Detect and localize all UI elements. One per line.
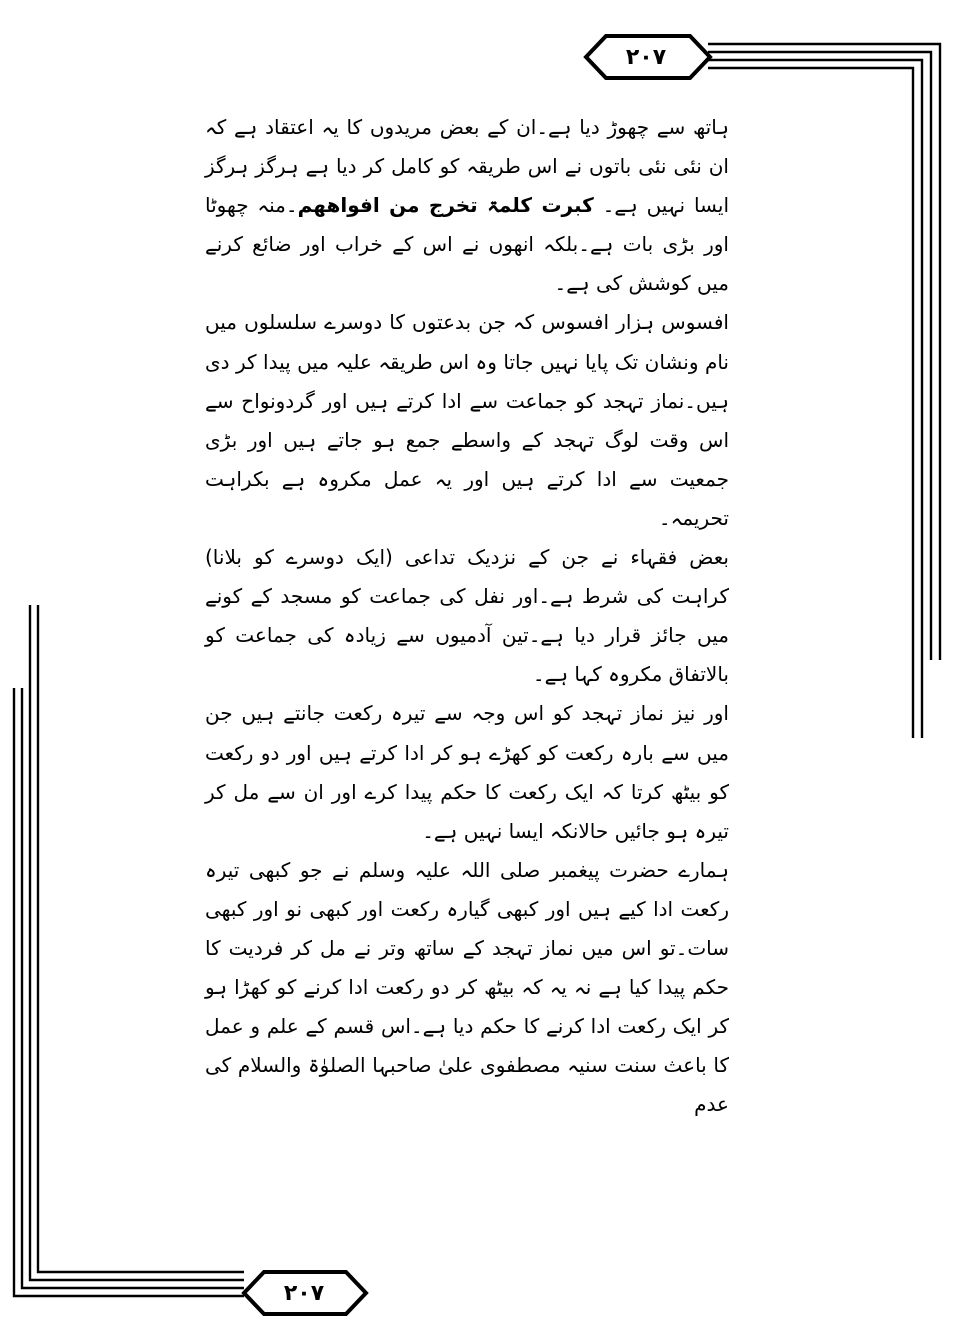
paragraph-2: افسوس ہزار افسوس کہ جن بدعتوں کا دوسرے سلسلوں میں نام ونشان تک پایا نہیں جاتا وہ اس طریقہ علیہ میں پیدا کر دی ہیں۔نماز تہجد کو جماعت سے ادا کرتے ہیں اور گردونواح سے اس وقت لوگ تہجد کے واسطے جمع ہو جاتے ہیں اور بڑی جمعیت سے ادا کرتے ہیں اور یہ عمل مکروہ ہے بکراہت تحریمہ۔ <box>205 310 729 530</box>
border-line-outer-top <box>708 44 940 660</box>
arabic-quote: کبرت کلمۃ تخرج من افواھھم <box>297 193 594 218</box>
page-number-top: ۲۰۷ <box>625 44 667 70</box>
paragraph-1-text: ہاتھ سے چھوڑ دیا ہے۔ان کے بعض مریدوں کا یہ اعتقاد ہے کہ ان نئی نئی باتوں نے اس طریقہ کو کامل کر دیا ہے ہرگز ہرگز ایسا نہیں ہے۔ <box>205 115 729 218</box>
page-number-bottom: ۲۰۷ <box>283 1280 325 1306</box>
paragraph-3: بعض فقہاء نے جن کے نزدیک تداعی (ایک دوسرے کو بلانا) کراہت کی شرط ہے۔اور نفل کی جماعت کو مسجد کے کونے میں جائز قرار دیا ہے۔تین آدمیوں سے زیادہ کی جماعت کو بالاتفاق مکروہ کہا ہے۔ <box>205 545 729 687</box>
paragraph-1 <box>205 108 729 303</box>
paragraph-1-cont: ۔منہ چھوٹا اور بڑی بات ہے۔بلکہ انھوں نے اس کے خراب اور ضائع کرنے میں کوشش کی ہے۔ <box>205 193 729 296</box>
paragraph-5: ہمارے حضرت پیغمبر صلی اللہ علیہ وسلم نے جو کبھی تیرہ رکعت ادا کیے ہیں اور کبھی گیارہ رکعت اور کبھی نو اور کبھی سات۔تو اس میں نماز تہجد کے ساتھ وتر نے مل کر فردیت کا حکم پیدا کیا ہے نہ یہ کہ بیٹھ کر دو رکعت ادا کرنے کو کھڑا ہو کر ایک رکعت ادا کرنے کا حکم دیا ہے۔اس قسم کے علم و عمل کا باعث سنت سنیہ مصطفوی علیٰ صاحبہا الصلوٰۃ والسلام کی عدم <box>205 857 729 1117</box>
main-text <box>205 108 729 1124</box>
paragraph-4: اور نیز نماز تہجد کو اس وجہ سے تیرہ رکعت جانتے ہیں جن میں سے بارہ رکعت کو کھڑے ہو کر ادا کرتے ہیں اور دو رکعت کو بیٹھ کرتا کہ ایک رکعت کا حکم پیدا کرے اور ان سے مل کر تیرہ ہو جائیں حالانکہ ایسا نہیں ہے۔ <box>205 701 729 843</box>
